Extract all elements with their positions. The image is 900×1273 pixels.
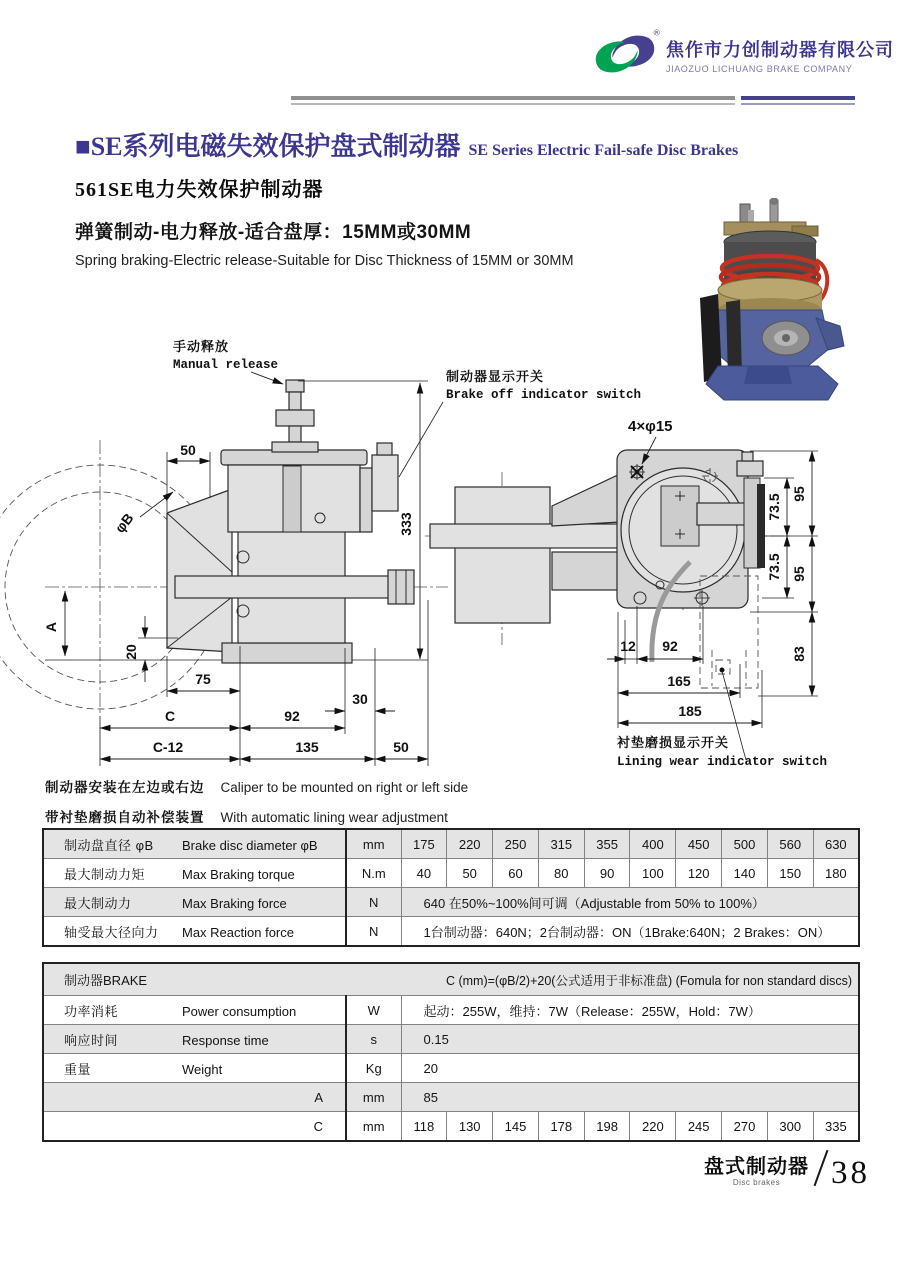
value-cell: 245 (676, 1112, 722, 1142)
plunger (283, 466, 301, 532)
company-name (666, 36, 894, 74)
table-row (43, 917, 859, 947)
dim-92-right: 92 (662, 638, 678, 654)
value-cell: 250 (493, 829, 539, 859)
value-cell: 140 (722, 859, 768, 888)
dim-30: 30 (352, 691, 368, 707)
value-cell: 120 (676, 859, 722, 888)
shaft-front (430, 524, 622, 548)
dim-12: 12 (620, 638, 636, 654)
dim-50-bottom: 50 (393, 739, 409, 755)
dim-c: C (164, 708, 176, 724)
switch-knob (377, 443, 392, 455)
value-cell: 220 (630, 1112, 676, 1142)
dim-95-top: 95 (791, 486, 807, 502)
header-rule-purple-thin (741, 103, 855, 105)
span-value-cell: 640 在50%~100%间可调（Adjustable from 50% to 100%） (401, 888, 859, 917)
arm-bottom (552, 552, 618, 590)
note-adjustment-en: With automatic lining wear adjustment (220, 810, 448, 825)
row-label-en: Weight (182, 1061, 223, 1077)
base-plate (222, 643, 352, 663)
row-label-en: Response time (182, 1032, 269, 1048)
dim-20: 20 (123, 644, 139, 660)
notes (45, 776, 468, 836)
unit-cell: mm (346, 1112, 401, 1142)
header-rule-gray (291, 96, 735, 100)
value-cell: 175 (401, 829, 447, 859)
row-label: A (43, 1083, 346, 1112)
value-cell: 630 (813, 829, 859, 859)
indicator-switch-box (372, 455, 398, 511)
value-cell: 335 (813, 1112, 859, 1142)
page-title-en: SE Series Electric Fail-safe Disc Brakes (468, 142, 739, 159)
feature-line-en: Spring braking-Electric release-Suitable for Disc Thickness of 15MM or 30MM (75, 253, 574, 269)
adjuster-knob (737, 461, 763, 476)
footer-section-cn: 盘式制动器 (704, 1156, 809, 1178)
unit-cell: mm (346, 829, 401, 859)
arm-top (552, 474, 620, 526)
manual-release-block (276, 410, 314, 426)
table-row (43, 829, 859, 859)
value-cell: 60 (493, 859, 539, 888)
span-value-cell: 0.15 (401, 1025, 859, 1054)
dim-phi-b: φB (111, 510, 137, 536)
value-cell: 118 (401, 1112, 447, 1142)
holes-label: 4×φ15 (628, 418, 673, 435)
table-row (43, 1112, 859, 1142)
note-adjustment (45, 806, 468, 826)
table-row (43, 1025, 859, 1054)
value-cell: 220 (447, 829, 493, 859)
value-cell: 90 (584, 859, 630, 888)
value-cell: 40 (401, 859, 447, 888)
feature-line-cn: 弹簧制动-电力释放-适合盘厚：15MM或30MM (75, 222, 472, 243)
footer-section-en: Disc brakes (732, 1178, 781, 1187)
value-cell: 145 (493, 1112, 539, 1142)
model-title: 561SE电力失效保护制动器 (75, 179, 324, 201)
dim-50-top: 50 (180, 442, 196, 458)
spec-table-brake (42, 962, 860, 1142)
span-value-cell: 20 (401, 1054, 859, 1083)
company-name-en: JIAOZUO LICHUANG BRAKE COMPANY (666, 64, 853, 74)
registered-mark: ® (653, 27, 660, 38)
row-label-en: Max Reaction force (182, 924, 294, 940)
note-mounting-en: Caliper to be mounted on right or left side (220, 780, 469, 795)
header-rule-gray-thin (291, 103, 735, 105)
value-cell: 355 (584, 829, 630, 859)
unit-cell: N (346, 888, 401, 917)
row-label: C (43, 1112, 346, 1142)
row-label-en: Power consumption (182, 1003, 297, 1019)
unit-cell: mm (346, 1083, 401, 1112)
page-number: 38 (831, 1154, 870, 1191)
unit-cell: N (346, 917, 401, 947)
value-cell: 150 (767, 859, 813, 888)
disc-edge (455, 487, 550, 623)
dim-75: 75 (195, 671, 211, 687)
note-adjustment-cn: 带衬垫磨损自动补偿装置 (45, 810, 205, 825)
manual-release-label-en: Manual release (173, 358, 279, 372)
value-cell: 300 (767, 1112, 813, 1142)
row-label-en: Brake disc diameter φB (182, 837, 318, 853)
page-title-cn: ■SE系列电磁失效保护盘式制动器 (75, 132, 461, 161)
value-cell: 500 (722, 829, 768, 859)
value-cell: 198 (584, 1112, 630, 1142)
row-label-cn: 最大制动力矩 (64, 866, 146, 882)
value-cell: 270 (722, 1112, 768, 1142)
table-row (43, 888, 859, 917)
table-row (43, 859, 859, 888)
brake-off-label-en: Brake off indicator switch (446, 388, 642, 402)
row-label-cn: 功率消耗 (64, 1003, 119, 1019)
lining-wear-label-cn: 衬垫磨损显示开关 (617, 735, 730, 750)
dim-c12: C-12 (152, 739, 184, 755)
header-rule-purple (741, 96, 855, 100)
note-mounting (45, 776, 468, 796)
lining-wear-label-en: Lining wear indicator switch (617, 755, 828, 769)
row-label-en: Max Braking force (182, 895, 287, 911)
table-row (43, 1054, 859, 1083)
page-footer (704, 1149, 870, 1191)
value-cell: 180 (813, 859, 859, 888)
header-label-cn: 制动器 (64, 973, 104, 988)
value-cell: 50 (447, 859, 493, 888)
formula-cell: C (mm)=(φB/2)+20(公式适用于非标准盘) (Fomula for non standard discs) (346, 963, 859, 996)
span-value-cell: 起动：255W，维持：7W（Release：255W，Hold：7W） (401, 996, 859, 1025)
unit-cell: Kg (346, 1054, 401, 1083)
dim-73-5-top: 73.5 (766, 493, 782, 521)
value-cell: 560 (767, 829, 813, 859)
dim-333: 333 (398, 512, 414, 536)
dim-a: A (43, 621, 59, 633)
row-label-cn: 轴受最大径向力 (64, 924, 159, 940)
side-bar (697, 503, 751, 525)
dim-135: 135 (295, 739, 319, 755)
dim-73-5-bottom: 73.5 (766, 553, 782, 581)
dim-185: 185 (678, 703, 702, 719)
company-name-cn: 焦作市力创制动器有限公司 (666, 40, 894, 60)
manual-release-label-cn: 手动释放 (173, 339, 230, 354)
value-cell: 100 (630, 859, 676, 888)
footer-slash (814, 1150, 829, 1186)
dim-92: 92 (284, 708, 300, 724)
row-label-cn: 响应时间 (64, 1032, 119, 1048)
technical-drawing (0, 330, 900, 780)
unit-cell: W (346, 996, 401, 1025)
spec-table-diameter (42, 828, 860, 947)
unit-cell: N.m (346, 859, 401, 888)
switch-bracket (360, 468, 372, 532)
row-label-cn: 制动盘直径 φB (64, 837, 154, 853)
header-label-en: BRAKE (103, 973, 148, 988)
value-cell: 450 (676, 829, 722, 859)
span-value-cell: 85 (401, 1083, 859, 1112)
value-cell: 178 (538, 1112, 584, 1142)
value-cell: 80 (538, 859, 584, 888)
dim-165: 165 (667, 673, 691, 689)
company-logo-icon (588, 22, 662, 86)
cone-hub (167, 489, 232, 652)
row-label-cn: 最大制动力 (64, 895, 132, 911)
unit-cell: s (346, 1025, 401, 1054)
dim-95-bottom: 95 (791, 566, 807, 582)
value-cell: 130 (447, 1112, 493, 1142)
row-label-en: Max Braking torque (182, 866, 295, 882)
note-mounting-cn: 制动器安装在左边或右边 (45, 780, 205, 795)
value-cell: 315 (538, 829, 584, 859)
manual-release-cap (286, 380, 304, 392)
value-cell: 400 (630, 829, 676, 859)
shaft (175, 576, 389, 598)
table-row (43, 996, 859, 1025)
table-row (43, 1083, 859, 1112)
hex-nut (388, 570, 414, 604)
table-header-row (43, 963, 859, 996)
row-label-cn: 重量 (64, 1061, 92, 1077)
span-value-cell: 1台制动器：640N；2台制动器：ON（1Brake:640N；2 Brakes：ON） (401, 917, 859, 947)
brake-off-label-cn: 制动器显示开关 (446, 369, 545, 384)
dim-83: 83 (791, 646, 807, 662)
brake-pad (757, 484, 765, 568)
